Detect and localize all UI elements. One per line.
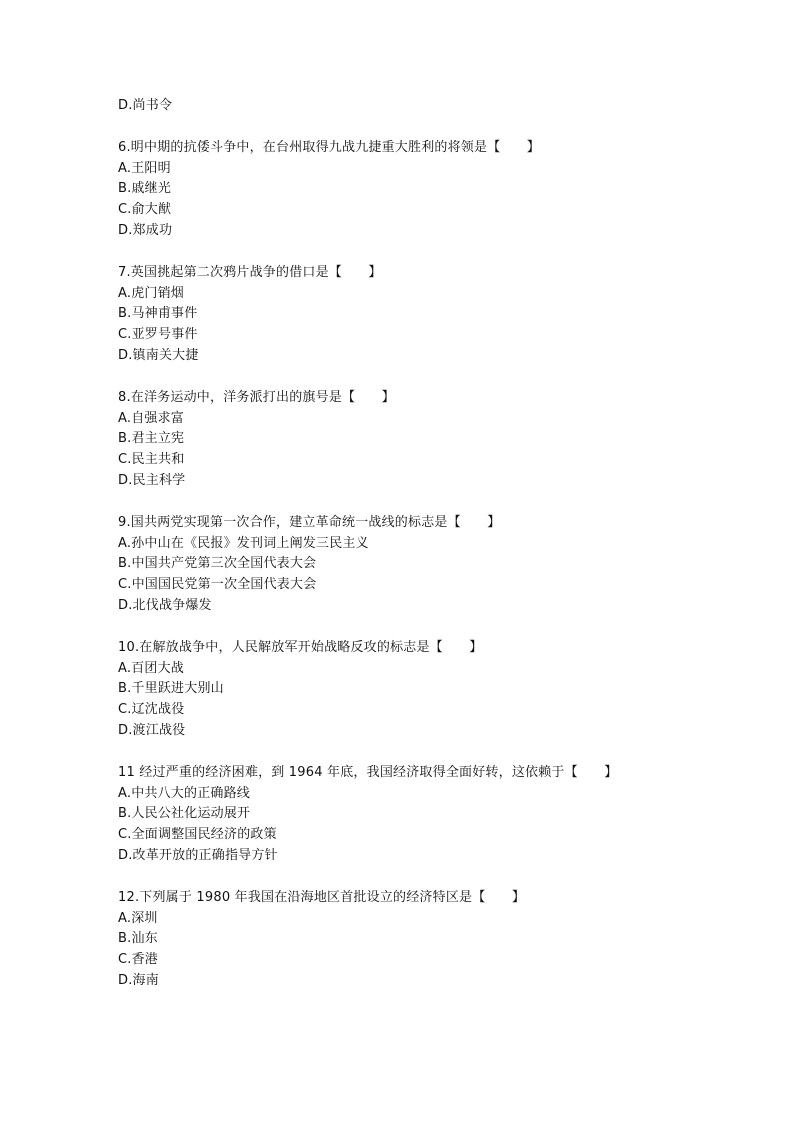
- option-a: A.自强求富: [118, 410, 184, 426]
- option-b: B.戚继光: [118, 181, 172, 197]
- option-d-shangshuling: D.尚书令: [118, 98, 173, 113]
- option-c: C.俞大猷: [118, 202, 172, 218]
- question-6: [118, 138, 758, 242]
- option-b: B.汕东: [118, 931, 158, 947]
- question-stem: 6.明中期的抗倭斗争中，在台州取得九战九捷重大胜利的将领是【 】: [118, 139, 541, 155]
- question-11: [118, 763, 758, 867]
- option-b: B.千里跃进大别山: [118, 681, 224, 697]
- question-stem: 9.国共两党实现第一次合作，建立革命统一战线的标志是【 】: [118, 514, 501, 530]
- option-d: D.郑成功: [118, 222, 173, 238]
- option-a: A.百团大战: [118, 660, 184, 676]
- option-a: A.深圳: [118, 910, 158, 926]
- option-d: D.海南: [118, 972, 159, 988]
- option-b: B.中国共产党第三次全国代表大会: [118, 556, 317, 572]
- option-d: D.镇南关大捷: [118, 347, 199, 363]
- option-b: B.马神甫事件: [118, 306, 198, 322]
- option-d: D.北伐战争爆发: [118, 597, 212, 613]
- question-8: [118, 388, 758, 492]
- option-c: C.民主共和: [118, 452, 185, 468]
- question-stem: 8.在洋务运动中，洋务派打出的旗号是【 】: [118, 389, 395, 405]
- option-c: C.香港: [118, 952, 159, 968]
- option-b: B.君主立宪: [118, 431, 185, 447]
- option-d: D.民主科学: [118, 472, 186, 488]
- question-stem: 7.英国挑起第二次鸦片战争的借口是【 】: [118, 264, 382, 280]
- question-stem: 10.在解放战争中，人民解放军开始战略反攻的标志是【 】: [118, 639, 483, 655]
- option-d: D.渡江战役: [118, 722, 186, 738]
- option-a: A.虎门销烟: [118, 285, 184, 301]
- option-c: C.辽沈战役: [118, 702, 185, 718]
- option-a: A.中共八大的正确路线: [118, 785, 250, 801]
- question-7: [118, 263, 758, 367]
- exam-page: [118, 96, 758, 992]
- option-a: A.王阳明: [118, 160, 171, 176]
- question-10: [118, 638, 758, 742]
- question-stem: 12.下列属于 1980 年我国在沿海地区首批设立的经济特区是【 】: [118, 889, 526, 905]
- option-d: D.改革开放的正确指导方针: [118, 847, 278, 863]
- question-9: [118, 513, 758, 617]
- question-12: [118, 888, 758, 992]
- option-b: B.人民公社化运动展开: [118, 806, 251, 822]
- option-c: C.亚罗号事件: [118, 327, 198, 343]
- option-a: A.孙中山在《民报》发刊词上阐发三民主义: [118, 535, 369, 551]
- option-c: C.全面调整国民经济的政策: [118, 827, 277, 843]
- option-c: C.中国国民党第一次全国代表大会: [118, 577, 317, 593]
- question-stem: 11 经过严重的经济困难，到 1964 年底，我国经济取得全面好转，这依赖于【 】: [118, 764, 618, 780]
